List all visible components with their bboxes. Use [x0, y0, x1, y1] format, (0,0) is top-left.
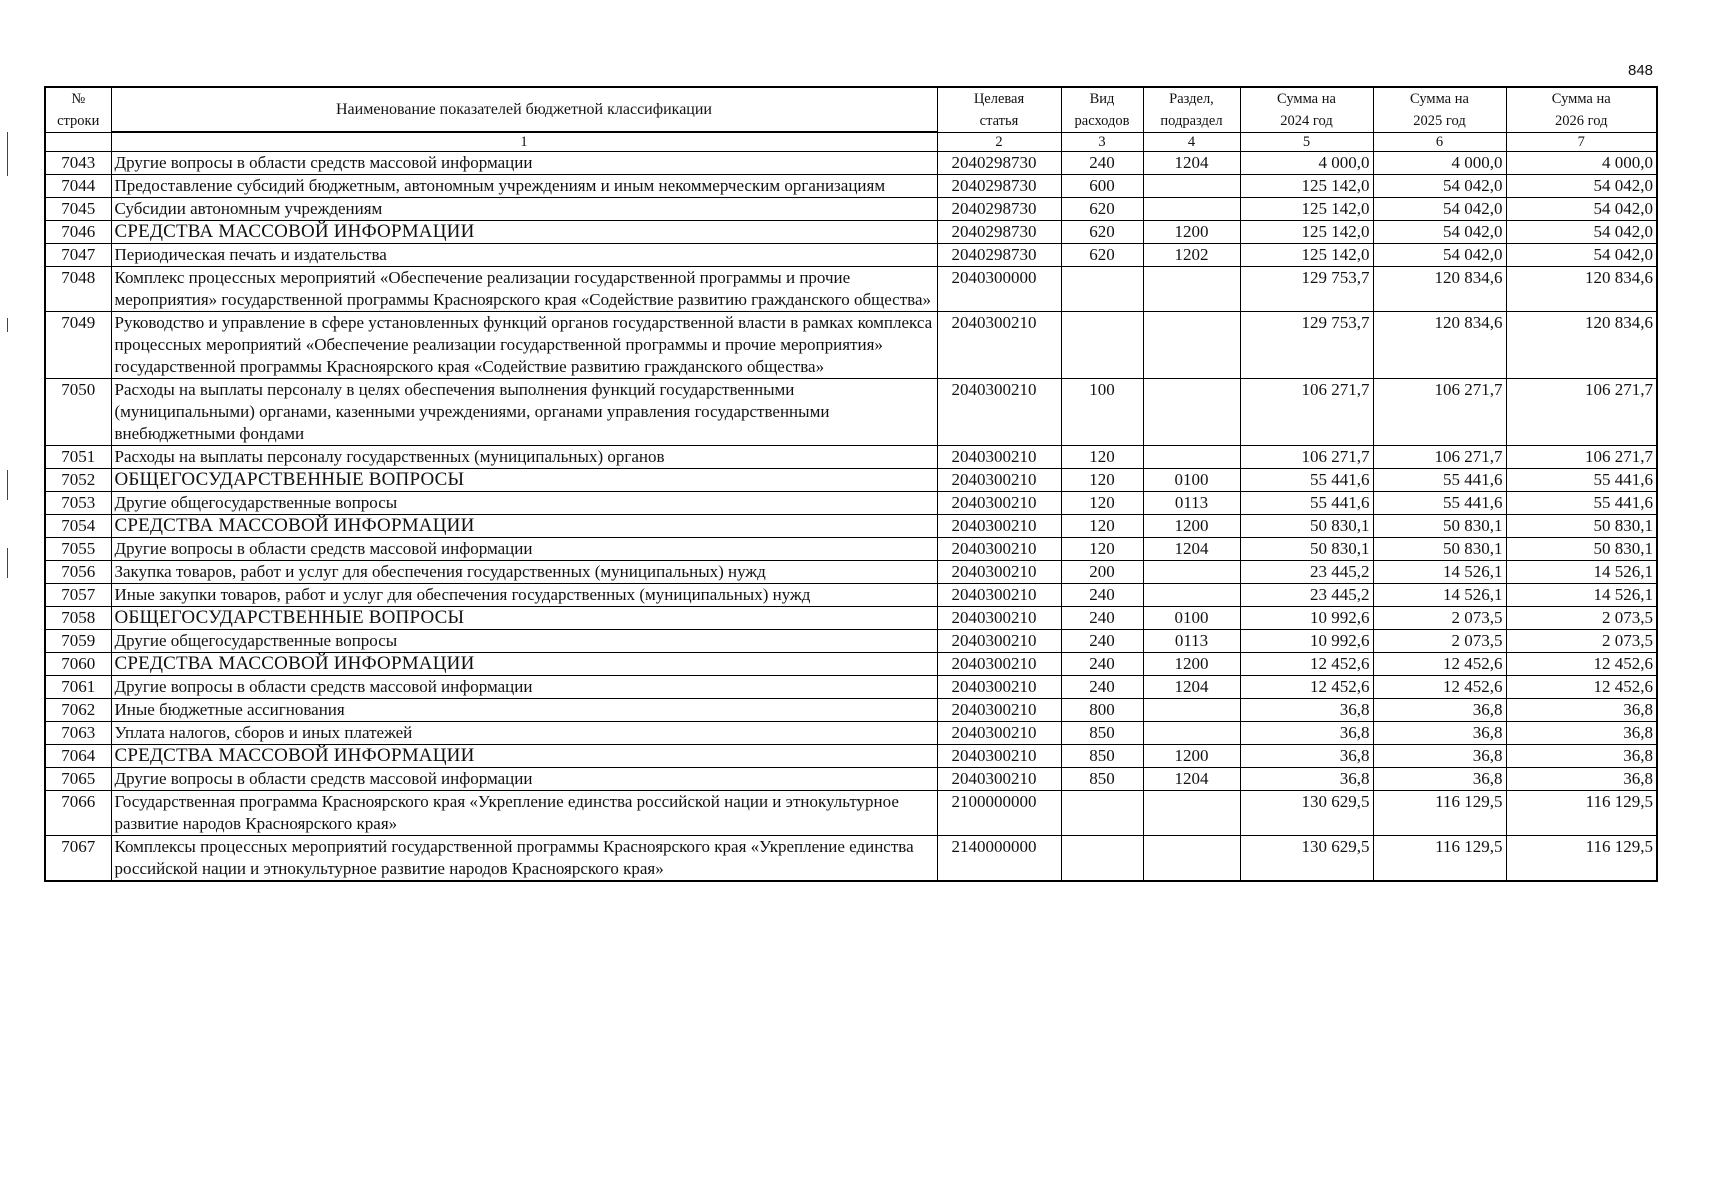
indicator-name: Расходы на выплаты персоналу государственных (муниципальных) органов — [111, 446, 937, 469]
scan-artifact — [7, 132, 8, 176]
section-code: 1200 — [1143, 515, 1240, 538]
row-number: 7050 — [45, 379, 111, 446]
amount-2025: 12 452,6 — [1373, 653, 1506, 676]
expense-kind: 240 — [1061, 152, 1143, 175]
amount-2026: 55 441,6 — [1506, 492, 1657, 515]
header-sum-2024 — [1240, 87, 1373, 133]
target-article: 2040300000 — [937, 267, 1061, 312]
header-sum2025-line1: Сумма на — [1410, 91, 1469, 107]
expense-kind: 120 — [1061, 515, 1143, 538]
column-number: 6 — [1373, 133, 1506, 152]
header-kind-line1: Вид — [1089, 91, 1115, 107]
expense-kind — [1061, 312, 1143, 379]
amount-2025: 36,8 — [1373, 745, 1506, 768]
target-article: 2040300210 — [937, 515, 1061, 538]
target-article: 2040300210 — [937, 630, 1061, 653]
amount-2026: 2 073,5 — [1506, 630, 1657, 653]
amount-2025: 106 271,7 — [1373, 446, 1506, 469]
amount-2025: 120 834,6 — [1373, 267, 1506, 312]
expense-kind: 800 — [1061, 699, 1143, 722]
amount-2026: 4 000,0 — [1506, 152, 1657, 175]
row-number: 7046 — [45, 221, 111, 244]
table-row — [45, 722, 1657, 745]
indicator-name: ОБЩЕГОСУДАРСТВЕННЫЕ ВОПРОСЫ — [111, 469, 937, 492]
table-row — [45, 584, 1657, 607]
table-row — [45, 515, 1657, 538]
column-number-blank — [45, 133, 111, 152]
amount-2024: 36,8 — [1240, 722, 1373, 745]
target-article: 2040300210 — [937, 561, 1061, 584]
scan-artifact — [7, 470, 8, 500]
column-number: 5 — [1240, 133, 1373, 152]
expense-kind: 240 — [1061, 676, 1143, 699]
header-sum-2025 — [1373, 87, 1506, 133]
expense-kind: 120 — [1061, 538, 1143, 561]
section-code — [1143, 267, 1240, 312]
header-section-line2: подраздел — [1160, 113, 1223, 129]
expense-kind: 620 — [1061, 221, 1143, 244]
indicator-name: Другие вопросы в области средств массовой информации — [111, 152, 937, 175]
header-section-line1: Раздел, — [1169, 91, 1214, 107]
header-row-number-line2: строки — [57, 113, 100, 129]
row-number: 7065 — [45, 768, 111, 791]
amount-2024: 23 445,2 — [1240, 584, 1373, 607]
amount-2024: 106 271,7 — [1240, 446, 1373, 469]
amount-2024: 106 271,7 — [1240, 379, 1373, 446]
column-number: 4 — [1143, 133, 1240, 152]
target-article: 2040300210 — [937, 607, 1061, 630]
amount-2024: 125 142,0 — [1240, 221, 1373, 244]
header-target-line2: статья — [979, 113, 1019, 129]
indicator-name: СРЕДСТВА МАССОВОЙ ИНФОРМАЦИИ — [111, 653, 937, 676]
target-article: 2040300210 — [937, 312, 1061, 379]
expense-kind: 850 — [1061, 722, 1143, 745]
indicator-name: Другие общегосударственные вопросы — [111, 492, 937, 515]
amount-2026: 54 042,0 — [1506, 244, 1657, 267]
section-code — [1143, 699, 1240, 722]
section-code — [1143, 175, 1240, 198]
table-row — [45, 469, 1657, 492]
row-number: 7054 — [45, 515, 111, 538]
row-number: 7056 — [45, 561, 111, 584]
section-code: 1204 — [1143, 768, 1240, 791]
amount-2026: 50 830,1 — [1506, 538, 1657, 561]
target-article: 2040298730 — [937, 175, 1061, 198]
header-expense-kind — [1061, 87, 1143, 133]
row-number: 7045 — [45, 198, 111, 221]
table-row — [45, 791, 1657, 836]
header-section — [1143, 87, 1240, 133]
amount-2026: 106 271,7 — [1506, 379, 1657, 446]
target-article: 2040300210 — [937, 653, 1061, 676]
row-number: 7066 — [45, 791, 111, 836]
amount-2024: 125 142,0 — [1240, 244, 1373, 267]
column-number: 7 — [1506, 133, 1657, 152]
indicator-name: Другие вопросы в области средств массовой информации — [111, 538, 937, 561]
header-sum-2026 — [1506, 87, 1657, 133]
target-article: 2100000000 — [937, 791, 1061, 836]
expense-kind: 120 — [1061, 469, 1143, 492]
table-row — [45, 175, 1657, 198]
amount-2026: 12 452,6 — [1506, 653, 1657, 676]
target-article: 2040300210 — [937, 768, 1061, 791]
amount-2025: 4 000,0 — [1373, 152, 1506, 175]
row-number: 7062 — [45, 699, 111, 722]
indicator-name: Иные бюджетные ассигнования — [111, 699, 937, 722]
table-row — [45, 538, 1657, 561]
amount-2026: 54 042,0 — [1506, 198, 1657, 221]
section-code: 0100 — [1143, 607, 1240, 630]
indicator-name: Субсидии автономным учреждениям — [111, 198, 937, 221]
row-number: 7053 — [45, 492, 111, 515]
row-number: 7063 — [45, 722, 111, 745]
section-code: 1204 — [1143, 152, 1240, 175]
amount-2026: 36,8 — [1506, 768, 1657, 791]
target-article: 2040300210 — [937, 469, 1061, 492]
amount-2025: 14 526,1 — [1373, 584, 1506, 607]
table-row — [45, 653, 1657, 676]
amount-2025: 36,8 — [1373, 722, 1506, 745]
header-target-line1: Целевая — [973, 91, 1025, 107]
amount-2025: 36,8 — [1373, 768, 1506, 791]
indicator-name: Другие общегосударственные вопросы — [111, 630, 937, 653]
expense-kind: 240 — [1061, 653, 1143, 676]
target-article: 2040298730 — [937, 198, 1061, 221]
header-kind-line2: расходов — [1074, 113, 1130, 129]
target-article: 2040300210 — [937, 538, 1061, 561]
row-number: 7064 — [45, 745, 111, 768]
amount-2024: 23 445,2 — [1240, 561, 1373, 584]
amount-2025: 55 441,6 — [1373, 469, 1506, 492]
amount-2026: 116 129,5 — [1506, 836, 1657, 882]
table-row — [45, 768, 1657, 791]
expense-kind: 850 — [1061, 745, 1143, 768]
table-row — [45, 630, 1657, 653]
section-code — [1143, 791, 1240, 836]
indicator-name: СРЕДСТВА МАССОВОЙ ИНФОРМАЦИИ — [111, 221, 937, 244]
amount-2024: 12 452,6 — [1240, 676, 1373, 699]
amount-2026: 36,8 — [1506, 745, 1657, 768]
table-row — [45, 607, 1657, 630]
indicator-name: Предоставление субсидий бюджетным, автономным учреждениям и иным некоммерческим организациям — [111, 175, 937, 198]
amount-2026: 120 834,6 — [1506, 267, 1657, 312]
section-code: 0100 — [1143, 469, 1240, 492]
target-article: 2040298730 — [937, 244, 1061, 267]
table-row — [45, 676, 1657, 699]
amount-2025: 116 129,5 — [1373, 791, 1506, 836]
expense-kind: 850 — [1061, 768, 1143, 791]
table-row — [45, 267, 1657, 312]
section-code: 0113 — [1143, 492, 1240, 515]
row-number: 7043 — [45, 152, 111, 175]
section-code — [1143, 722, 1240, 745]
indicator-name: СРЕДСТВА МАССОВОЙ ИНФОРМАЦИИ — [111, 515, 937, 538]
amount-2025: 50 830,1 — [1373, 515, 1506, 538]
scan-artifact — [7, 548, 8, 578]
amount-2025: 2 073,5 — [1373, 607, 1506, 630]
indicator-name: Закупка товаров, работ и услуг для обеспечения государственных (муниципальных) нужд — [111, 561, 937, 584]
section-code — [1143, 561, 1240, 584]
row-number: 7052 — [45, 469, 111, 492]
indicator-name: СРЕДСТВА МАССОВОЙ ИНФОРМАЦИИ — [111, 745, 937, 768]
amount-2024: 4 000,0 — [1240, 152, 1373, 175]
table-row — [45, 244, 1657, 267]
page-number: 848 — [1628, 62, 1654, 79]
header-row-number-line1: № — [71, 91, 86, 107]
amount-2025: 116 129,5 — [1373, 836, 1506, 882]
table-row — [45, 745, 1657, 768]
indicator-name: Другие вопросы в области средств массовой информации — [111, 676, 937, 699]
row-number: 7044 — [45, 175, 111, 198]
amount-2024: 129 753,7 — [1240, 312, 1373, 379]
header-name: Наименование показателей бюджетной классификации — [111, 87, 937, 132]
row-number: 7048 — [45, 267, 111, 312]
indicator-name: Комплекс процессных мероприятий «Обеспечение реализации государственной программы и прочие мероприятия» государственной программы Красноярского края «Содействие развитию гражданского общества» — [111, 267, 937, 312]
amount-2025: 55 441,6 — [1373, 492, 1506, 515]
amount-2024: 36,8 — [1240, 745, 1373, 768]
amount-2025: 54 042,0 — [1373, 198, 1506, 221]
row-number: 7059 — [45, 630, 111, 653]
amount-2024: 129 753,7 — [1240, 267, 1373, 312]
expense-kind: 240 — [1061, 584, 1143, 607]
section-code — [1143, 379, 1240, 446]
amount-2024: 130 629,5 — [1240, 791, 1373, 836]
row-number: 7047 — [45, 244, 111, 267]
table-body — [45, 152, 1657, 882]
row-number: 7058 — [45, 607, 111, 630]
target-article: 2040300210 — [937, 722, 1061, 745]
section-code: 1204 — [1143, 676, 1240, 699]
expense-kind — [1061, 267, 1143, 312]
amount-2026: 55 441,6 — [1506, 469, 1657, 492]
section-code — [1143, 312, 1240, 379]
section-code — [1143, 446, 1240, 469]
header-target-article — [937, 87, 1061, 133]
amount-2025: 12 452,6 — [1373, 676, 1506, 699]
header-sum2026-line1: Сумма на — [1551, 91, 1611, 107]
amount-2026: 54 042,0 — [1506, 221, 1657, 244]
expense-kind: 100 — [1061, 379, 1143, 446]
amount-2025: 54 042,0 — [1373, 244, 1506, 267]
amount-2025: 2 073,5 — [1373, 630, 1506, 653]
amount-2026: 106 271,7 — [1506, 446, 1657, 469]
target-article: 2040300210 — [937, 745, 1061, 768]
row-number: 7051 — [45, 446, 111, 469]
amount-2024: 10 992,6 — [1240, 607, 1373, 630]
amount-2024: 36,8 — [1240, 768, 1373, 791]
column-number: 2 — [937, 133, 1061, 152]
table-row — [45, 312, 1657, 379]
header-sum2024-line2: 2024 год — [1280, 113, 1333, 129]
amount-2024: 55 441,6 — [1240, 492, 1373, 515]
amount-2025: 106 271,7 — [1373, 379, 1506, 446]
expense-kind: 200 — [1061, 561, 1143, 584]
amount-2026: 120 834,6 — [1506, 312, 1657, 379]
amount-2024: 130 629,5 — [1240, 836, 1373, 882]
amount-2026: 50 830,1 — [1506, 515, 1657, 538]
row-number: 7067 — [45, 836, 111, 882]
amount-2024: 125 142,0 — [1240, 198, 1373, 221]
indicator-name: Иные закупки товаров, работ и услуг для обеспечения государственных (муниципальных) нужд — [111, 584, 937, 607]
expense-kind: 120 — [1061, 492, 1143, 515]
section-code: 1204 — [1143, 538, 1240, 561]
indicator-name: Уплата налогов, сборов и иных платежей — [111, 722, 937, 745]
section-code — [1143, 836, 1240, 882]
table-row — [45, 221, 1657, 244]
section-code: 1202 — [1143, 244, 1240, 267]
indicator-name: Государственная программа Красноярского края «Укрепление единства российской нации и этнокультурное развитие народов Красноярского края» — [111, 791, 937, 836]
expense-kind: 600 — [1061, 175, 1143, 198]
amount-2024: 36,8 — [1240, 699, 1373, 722]
amount-2024: 10 992,6 — [1240, 630, 1373, 653]
amount-2024: 50 830,1 — [1240, 515, 1373, 538]
indicator-name: ОБЩЕГОСУДАРСТВЕННЫЕ ВОПРОСЫ — [111, 607, 937, 630]
amount-2025: 14 526,1 — [1373, 561, 1506, 584]
target-article: 2040298730 — [937, 221, 1061, 244]
target-article: 2140000000 — [937, 836, 1061, 882]
target-article: 2040298730 — [937, 152, 1061, 175]
row-number: 7061 — [45, 676, 111, 699]
expense-kind: 120 — [1061, 446, 1143, 469]
amount-2026: 12 452,6 — [1506, 676, 1657, 699]
row-number: 7055 — [45, 538, 111, 561]
amount-2025: 36,8 — [1373, 699, 1506, 722]
table-row — [45, 379, 1657, 446]
target-article: 2040300210 — [937, 584, 1061, 607]
header-sum2024-line1: Сумма на — [1277, 91, 1336, 107]
section-code: 1200 — [1143, 653, 1240, 676]
amount-2026: 54 042,0 — [1506, 175, 1657, 198]
section-code — [1143, 198, 1240, 221]
table-row — [45, 699, 1657, 722]
section-code: 1200 — [1143, 745, 1240, 768]
section-code: 0113 — [1143, 630, 1240, 653]
indicator-name: Периодическая печать и издательства — [111, 244, 937, 267]
table-row — [45, 198, 1657, 221]
header-sum2025-line2: 2025 год — [1413, 113, 1466, 129]
amount-2024: 125 142,0 — [1240, 175, 1373, 198]
amount-2026: 14 526,1 — [1506, 584, 1657, 607]
target-article: 2040300210 — [937, 492, 1061, 515]
expense-kind — [1061, 836, 1143, 882]
amount-2025: 54 042,0 — [1373, 221, 1506, 244]
table-row — [45, 446, 1657, 469]
scan-artifact — [7, 318, 8, 332]
section-code — [1143, 584, 1240, 607]
amount-2026: 36,8 — [1506, 722, 1657, 745]
target-article: 2040300210 — [937, 379, 1061, 446]
column-number: 1 — [111, 133, 937, 152]
column-number-row — [45, 133, 1657, 152]
table-row — [45, 492, 1657, 515]
table-row — [45, 561, 1657, 584]
amount-2025: 54 042,0 — [1373, 175, 1506, 198]
amount-2026: 116 129,5 — [1506, 791, 1657, 836]
amount-2025: 120 834,6 — [1373, 312, 1506, 379]
budget-classification-table — [44, 86, 1658, 882]
amount-2024: 55 441,6 — [1240, 469, 1373, 492]
amount-2026: 2 073,5 — [1506, 607, 1657, 630]
header-sum2026-line2: 2026 год — [1555, 113, 1608, 129]
row-number: 7060 — [45, 653, 111, 676]
target-article: 2040300210 — [937, 676, 1061, 699]
expense-kind — [1061, 791, 1143, 836]
indicator-name: Комплексы процессных мероприятий государственной программы Красноярского края «Укрепление единства российской нации и этнокультурное развитие народов Красноярского края» — [111, 836, 937, 882]
expense-kind: 240 — [1061, 607, 1143, 630]
header-row — [45, 87, 1657, 132]
indicator-name: Другие вопросы в области средств массовой информации — [111, 768, 937, 791]
column-number: 3 — [1061, 133, 1143, 152]
amount-2024: 12 452,6 — [1240, 653, 1373, 676]
amount-2026: 36,8 — [1506, 699, 1657, 722]
amount-2025: 50 830,1 — [1373, 538, 1506, 561]
table-row — [45, 152, 1657, 175]
header-row-number — [45, 87, 111, 133]
expense-kind: 240 — [1061, 630, 1143, 653]
indicator-name: Расходы на выплаты персоналу в целях обеспечения выполнения функций государственными (муниципальными) органами, казенными учреждениями, органами управления государственными внебюджетными фондами — [111, 379, 937, 446]
row-number: 7057 — [45, 584, 111, 607]
target-article: 2040300210 — [937, 699, 1061, 722]
indicator-name: Руководство и управление в сфере установленных функций органов государственной власти в рамках комплекса процессных мероприятий «Обеспечение реализации государственной программы и прочие мероприятия» государственной программы Красноярского края «Содействие развитию гражданского общества» — [111, 312, 937, 379]
expense-kind: 620 — [1061, 244, 1143, 267]
amount-2024: 50 830,1 — [1240, 538, 1373, 561]
table-row — [45, 836, 1657, 882]
target-article: 2040300210 — [937, 446, 1061, 469]
section-code: 1200 — [1143, 221, 1240, 244]
row-number: 7049 — [45, 312, 111, 379]
expense-kind: 620 — [1061, 198, 1143, 221]
amount-2026: 14 526,1 — [1506, 561, 1657, 584]
